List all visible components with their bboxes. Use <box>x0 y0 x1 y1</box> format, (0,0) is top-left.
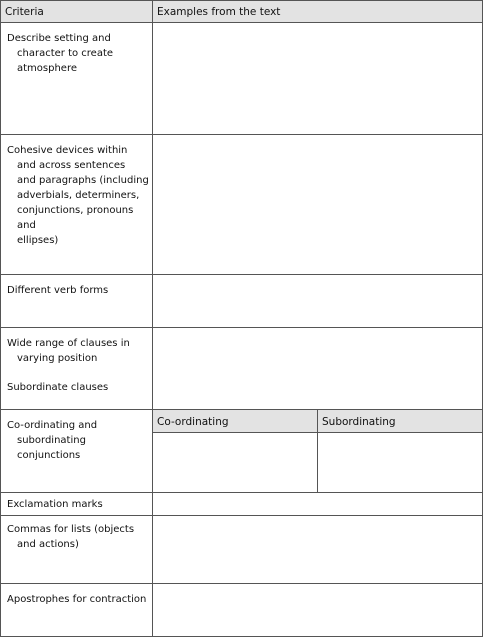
table-row-exclamation <box>1 493 482 516</box>
criteria-text: and paragraphs (including <box>17 175 149 186</box>
examples-cell[interactable] <box>153 23 482 134</box>
criteria-text: Subordinate clauses <box>7 382 109 393</box>
examples-header-cell <box>153 1 482 22</box>
criteria-text: Cohesive devices within <box>7 145 128 156</box>
criteria-text: and across sentences <box>17 160 126 171</box>
criteria-text: subordinating <box>17 435 86 446</box>
criteria-cell <box>1 135 153 274</box>
examples-cell[interactable] <box>153 328 482 409</box>
table-header-row <box>1 1 482 23</box>
criteria-text: conjunctions <box>17 450 81 461</box>
criteria-text: adverbials, determiners, <box>17 190 140 201</box>
table-row-setting <box>1 23 482 135</box>
criteria-text: character to create <box>17 48 114 59</box>
table-row-commas <box>1 516 482 584</box>
criteria-text: ellipses) <box>17 235 59 246</box>
criteria-header-cell <box>1 1 153 22</box>
examples-cell[interactable] <box>153 275 482 327</box>
examples-header: Examples from the text <box>157 6 281 18</box>
table-row-cohesive <box>1 135 482 275</box>
criteria-cell <box>1 23 153 134</box>
table-row-apostrophes <box>1 584 482 636</box>
criteria-header: Criteria <box>5 6 44 18</box>
criteria-text: Wide range of clauses in <box>7 338 130 349</box>
coordinating-header: Co-ordinating <box>157 416 229 428</box>
table-row-clauses <box>1 328 482 410</box>
criteria-text: conjunctions, pronouns and <box>17 205 134 231</box>
criteria-cell <box>1 493 153 515</box>
criteria-text: Commas for lists (objects <box>7 524 135 535</box>
table-row-verbs <box>1 275 482 328</box>
criteria-text: Apostrophes for contraction <box>7 594 147 605</box>
examples-cell[interactable] <box>153 493 482 515</box>
examples-cell[interactable] <box>153 516 482 583</box>
criteria-text: Describe setting and <box>7 33 111 44</box>
criteria-cell <box>1 410 153 492</box>
conjunctions-subheader <box>153 410 482 433</box>
criteria-text: varying position <box>17 353 98 364</box>
criteria-text: atmosphere <box>17 63 77 74</box>
examples-cell[interactable] <box>153 135 482 274</box>
criteria-text: Exclamation marks <box>7 499 103 510</box>
table-row-conjunctions <box>1 410 482 493</box>
subordinating-header: Subordinating <box>322 416 396 428</box>
criteria-cell <box>1 275 153 327</box>
conjunctions-split-cell <box>153 410 482 492</box>
criteria-text: Co-ordinating and <box>7 420 98 431</box>
criteria-cell <box>1 516 153 583</box>
criteria-text: and actions) <box>17 539 79 550</box>
criteria-cell <box>1 584 153 636</box>
examples-cell[interactable] <box>153 584 482 636</box>
criteria-cell <box>1 328 153 409</box>
criteria-text: Different verb forms <box>7 285 109 296</box>
